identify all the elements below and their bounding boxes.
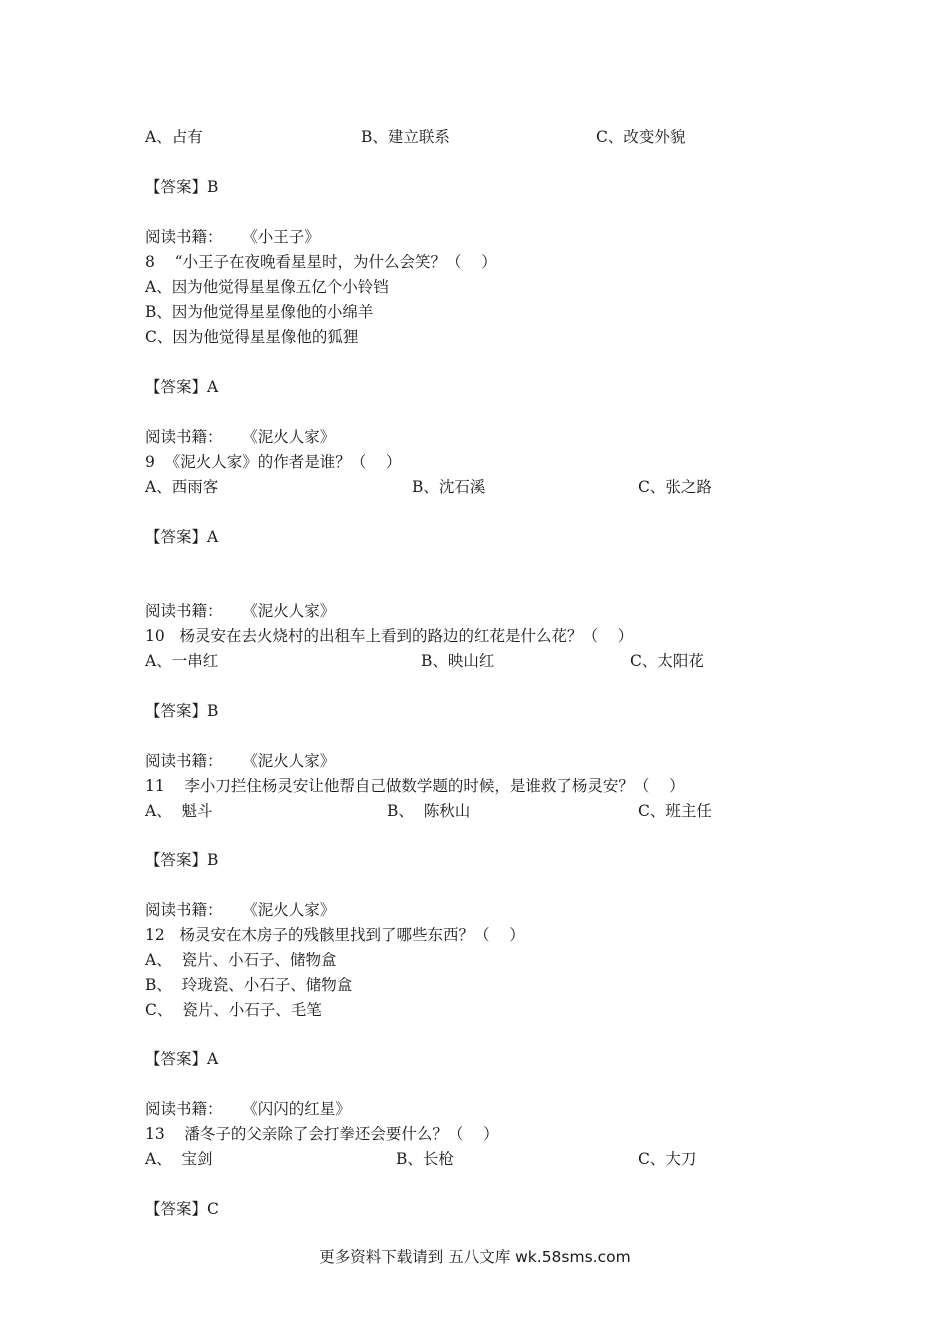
q13-book: 阅读书籍： 《闪闪的红星》 <box>145 1100 351 1118</box>
q8-answer: 【答案】A <box>145 378 219 396</box>
q12-question: 12 杨灵安在木房子的残骸里找到了哪些东西？（ ） <box>145 926 525 944</box>
q11-option-a: A、 魁斗 <box>145 802 213 820</box>
footer-download-note: 更多资料下载请到 五八文库 wk.58sms.com <box>319 1248 631 1266</box>
q10-option-a: A、一串红 <box>145 652 219 670</box>
q8-question: 8 “小王子在夜晚看星星时，为什么会笑？（ ） <box>145 253 497 271</box>
q12-answer: 【答案】A <box>145 1050 219 1068</box>
q12-book: 阅读书籍： 《泥火人家》 <box>145 901 336 919</box>
q9-option-a: A、西雨客 <box>145 478 219 496</box>
q8-book: 阅读书籍： 《小王子》 <box>145 228 320 246</box>
q9-book: 阅读书籍： 《泥火人家》 <box>145 428 336 446</box>
q9-question: 9 《泥火人家》的作者是谁？（ ） <box>145 453 402 471</box>
q11-option-c: C、班主任 <box>638 802 712 820</box>
q13-question: 13 潘冬子的父亲除了会打拳还会要什么？（ ） <box>145 1125 499 1143</box>
q7-answer: 【答案】B <box>145 178 219 196</box>
q9-option-b: B、沈石溪 <box>412 478 486 496</box>
q12-option-c: C、 瓷片、小石子、毛笔 <box>145 1001 322 1019</box>
q11-answer: 【答案】B <box>145 851 219 869</box>
q10-question: 10 杨灵安在去火烧村的出租车上看到的路边的红花是什么花？（ ） <box>145 627 634 645</box>
q11-option-b: B、 陈秋山 <box>387 802 471 820</box>
q7-option-b: B、建立联系 <box>361 128 450 146</box>
q13-option-a: A、 宝剑 <box>145 1150 213 1168</box>
q13-answer: 【答案】C <box>145 1200 219 1218</box>
q11-book: 阅读书籍： 《泥火人家》 <box>145 752 336 770</box>
q9-option-c: C、张之路 <box>638 478 712 496</box>
q12-option-b: B、 玲珑瓷、小石子、储物盒 <box>145 976 353 994</box>
q12-option-a: A、 瓷片、小石子、储物盒 <box>145 951 337 969</box>
q10-book: 阅读书籍： 《泥火人家》 <box>145 602 336 620</box>
q8-option-b: B、因为他觉得星星像他的小绵羊 <box>145 303 374 321</box>
q9-answer: 【答案】A <box>145 528 219 546</box>
q13-option-b: B、长枪 <box>396 1150 454 1168</box>
q10-answer: 【答案】B <box>145 702 219 720</box>
q11-question: 11 李小刀拦住杨灵安让他帮自己做数学题的时候，是谁救了杨灵安？（ ） <box>145 777 685 795</box>
q8-option-a: A、因为他觉得星星像五亿个小铃铛 <box>145 278 389 296</box>
q13-option-c: C、大刀 <box>638 1150 697 1168</box>
q10-option-c: C、太阳花 <box>630 652 704 670</box>
q8-option-c: C、因为他觉得星星像他的狐狸 <box>145 328 359 346</box>
q7-option-c: C、改变外貌 <box>596 128 686 146</box>
q7-option-a: A、占有 <box>145 128 203 146</box>
q10-option-b: B、映山红 <box>421 652 495 670</box>
